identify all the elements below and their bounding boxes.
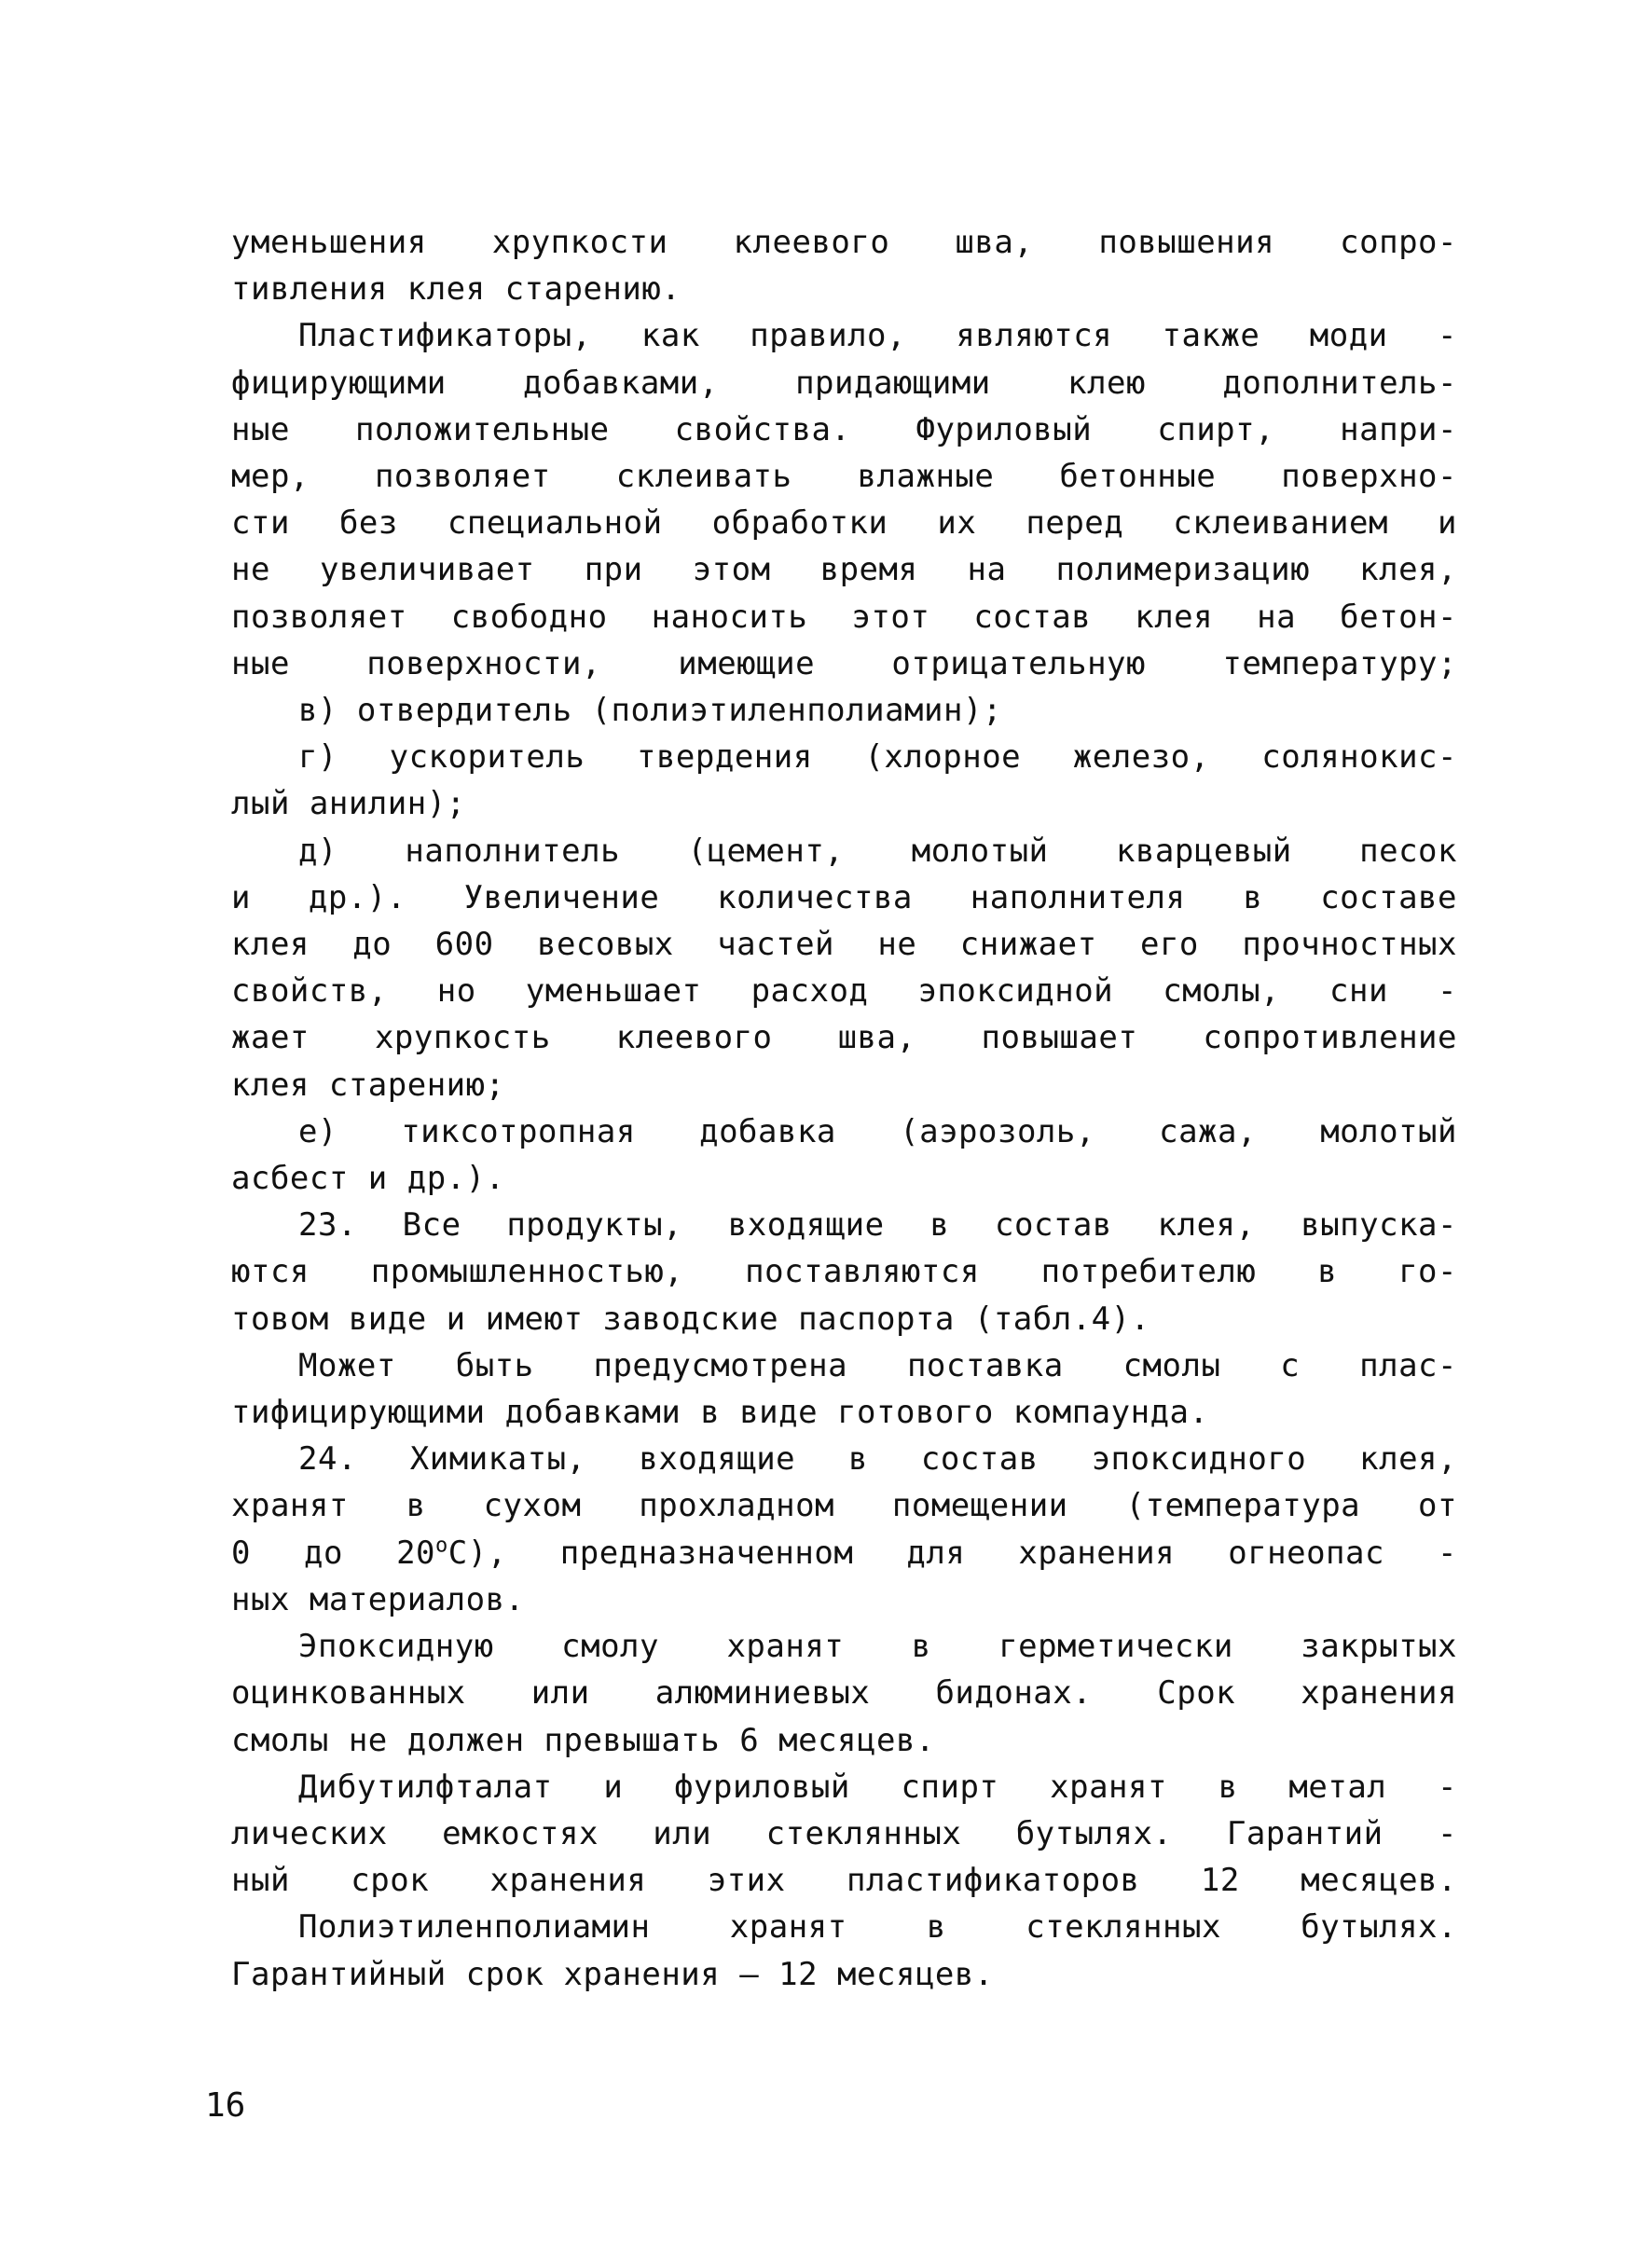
text-line: товом виде и имеют заводские паспорта (табл.4). [231,1300,1150,1338]
list-item-d: д) наполнитель (цемент, молотый кварцевый песок [298,832,1457,870]
text-line: мер, позволяет склеивать влажные бетонные поверхно- [231,458,1457,496]
list-item-e: е) тиксотропная добавка (аэрозоль, сажа, молотый [298,1112,1457,1150]
text-line: уменьшения хрупкости клеевого шва, повышения сопро- [231,224,1457,261]
text-line: Гарантийный срок хранения – 12 месяцев. [231,1955,994,1993]
temperature-line [231,1530,1457,1576]
text-line: Пластификаторы, как правило, являются также моди - [298,317,1457,355]
text-line: клея до 600 весовых частей не снижает его прочностных [231,926,1457,964]
text-line: тивления клея старению. [231,270,681,309]
text-line: ный срок хранения этих пластификаторов 12 месяцев. [231,1862,1457,1900]
list-item-v: в) отвердитель (полиэтиленполиамин); [298,692,1002,730]
text-line: ных материалов. [231,1580,525,1618]
body-text [231,219,1457,1998]
text-line: тифицирующими добавками в виде готового компаунда. [231,1394,1209,1432]
page-number: 16 [205,2086,246,2125]
text-line-rest: С), предназначенном для хранения огнеопас - [447,1534,1457,1572]
text-line: сти без специальной обработки их перед склеиванием и [231,504,1457,543]
text-line: не увеличивает при этом время на полимеризацию клея, [231,551,1457,589]
text-line: клея старению; [231,1066,505,1104]
text-line: фицирующими добавками, придающими клею дополнитель- [231,364,1457,402]
text-line: смолы не должен превышать 6 месяцев. [231,1721,935,1759]
text-line: лый анилин); [231,785,466,823]
paragraph-24: 24. Химикаты, входящие в состав эпоксидного клея, [298,1440,1457,1479]
text-line: хранят в сухом прохладном помещении (температура от [231,1487,1457,1525]
temperature-range: 0 до 20 [231,1534,436,1572]
text-line: Дибутилфталат и фуриловый спирт хранят в метал - [298,1768,1457,1806]
degree-superscript: o [435,1534,448,1558]
text-line: оцинкованных или алюминиевых бидонах. Срок хранения [231,1674,1457,1713]
text-line: ются промышленностью, поставляются потребителю в го- [231,1253,1457,1291]
text-line: лических емкостях или стеклянных бутылях. Гарантий - [231,1814,1457,1852]
text-line: и др.). Увеличение количества наполнителя в составе [231,878,1457,916]
text-line: Эпоксидную смолу хранят в герметически закрытых [298,1628,1457,1666]
list-item-g: г) ускоритель твердения (хлорное железо, солянокис- [298,738,1457,777]
text-line: Полиэтиленполиамин хранят в стеклянных бутылях. [298,1908,1457,1947]
text-line: жает хрупкость клеевого шва, повышает сопротивление [231,1019,1457,1057]
text-line: Может быть предусмотрена поставка смолы с плас- [298,1346,1457,1384]
paragraph-23: 23. Все продукты, входящие в состав клея, выпуска- [298,1206,1457,1245]
text-line: позволяет свободно наносить этот состав клея на бетон- [231,598,1457,636]
text-line: свойств, но уменьшает расход эпоксидной смолы, сни - [231,972,1457,1011]
text-line: ные положительные свойства. Фуриловый спирт, напри- [231,410,1457,448]
text-line: ные поверхности, имеющие отрицательную температуру; [231,644,1457,682]
text-line: асбест и др.). [231,1160,505,1198]
